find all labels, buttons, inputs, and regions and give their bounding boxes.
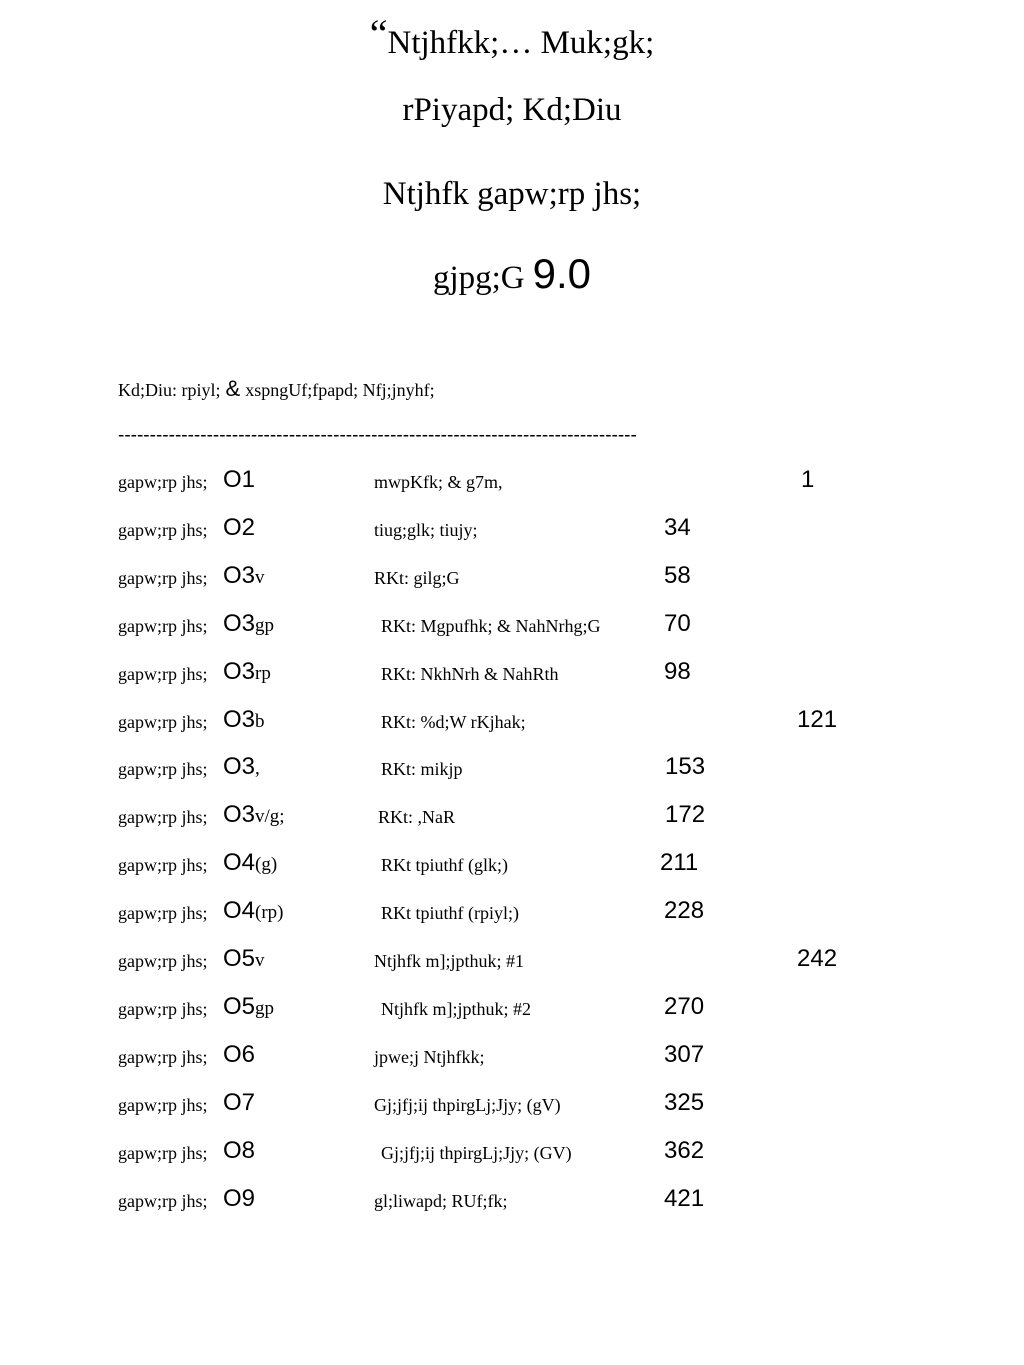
toc-number [223, 562, 265, 590]
title-text: Ntjhfkk;… Muk;gk; [387, 25, 655, 61]
toc-number-main: O3 [223, 801, 256, 829]
dashed-divider: ---------------------------------------------------------------------------------- [118, 425, 637, 446]
toc-row [0, 849, 1024, 889]
toc-page-number: 228 [664, 897, 705, 925]
toc-number [223, 1089, 255, 1117]
toc-page-number: 153 [665, 753, 706, 781]
toc-row [0, 514, 1024, 554]
version-label: gjpg;G [432, 260, 525, 296]
toc-number [223, 897, 284, 925]
toc-title: RKt: NkhNrh & NahRth [381, 663, 559, 684]
toc-page-number: 121 [797, 705, 838, 733]
toc-number-suffix: rp [255, 662, 271, 684]
toc-page-number: 1 [801, 466, 815, 493]
toc-title: RKt tpiuthf (glk;) [381, 855, 508, 876]
toc-title: RKt: Mgpufhk; & NahNrhg;G [381, 615, 601, 636]
toc-page-number: 172 [665, 801, 706, 829]
toc-number [223, 1137, 255, 1165]
open-quote-mark: “ [369, 11, 388, 56]
toc-row [0, 706, 1024, 746]
title-line-3: Ntjhfk gapw;rp jhs; [382, 176, 642, 212]
toc-title: RKt tpiuthf (rpiyl;) [381, 903, 519, 924]
toc-row [0, 753, 1024, 793]
toc-label: gapw;rp jhs; [118, 807, 208, 828]
toc-number-main: O3 [223, 657, 256, 685]
toc-page-number: 242 [797, 945, 838, 972]
title-line-2: rPiyapd; Kd;Diu [402, 92, 622, 128]
toc-number-suffix: (rp) [255, 902, 284, 924]
toc-label: gapw;rp jhs; [118, 1142, 208, 1163]
toc-page-number: 34 [664, 513, 691, 541]
toc-number-main: O3 [223, 705, 256, 733]
toc-label: gapw;rp jhs; [118, 567, 208, 588]
toc-row [0, 610, 1024, 650]
toc-title: Ntjhfk m];jpthuk; #1 [374, 951, 524, 971]
toc-number [223, 849, 277, 877]
toc-label: gapw;rp jhs; [118, 472, 208, 492]
author-line [118, 376, 435, 402]
toc-row [0, 945, 1024, 985]
toc-number-suffix: b [255, 710, 265, 732]
toc-title: tiug;glk; tiujy; [374, 519, 478, 540]
toc-label: gapw;rp jhs; [118, 663, 208, 684]
toc-row [0, 1137, 1024, 1177]
toc-number-main: O6 [223, 1040, 256, 1068]
toc-row [0, 1089, 1024, 1129]
toc-title: Ntjhfk m];jpthuk; #2 [381, 998, 531, 1019]
toc-label: gapw;rp jhs; [118, 711, 208, 732]
author-label: Kd;Diu: [118, 380, 178, 400]
toc-number-suffix: (g) [255, 854, 278, 876]
toc-label: gapw;rp jhs; [118, 998, 208, 1019]
toc-number [223, 993, 274, 1021]
toc-title: jpwe;j Ntjhfkk; [374, 1046, 485, 1067]
toc-page-number: 98 [664, 657, 691, 685]
toc-number-main: O3 [223, 753, 256, 781]
toc-title: Gj;jfj;ij thpirgLj;Jjy; (gV) [374, 1094, 561, 1115]
toc-number-main: O7 [223, 1088, 256, 1116]
version-line [0, 250, 1024, 298]
author-text-a: rpiyl; [181, 380, 221, 400]
toc-title: RKt: gilg;G [374, 567, 460, 588]
toc-row [0, 897, 1024, 937]
toc-number-suffix: gp [255, 997, 275, 1019]
toc-title: RKt: mikjp [381, 759, 463, 780]
toc-number-suffix: v [255, 950, 265, 971]
toc-label: gapw;rp jhs; [118, 1190, 208, 1211]
toc-number [223, 753, 260, 781]
toc-row [0, 801, 1024, 841]
toc-page-number: 58 [664, 561, 691, 589]
toc-label: gapw;rp jhs; [118, 615, 208, 636]
toc-page-number: 307 [664, 1040, 705, 1068]
toc-label: gapw;rp jhs; [118, 951, 208, 971]
toc-number-main: O9 [223, 1184, 256, 1212]
toc-label: gapw;rp jhs; [118, 1046, 208, 1067]
toc-number [223, 466, 255, 494]
toc-row [0, 562, 1024, 602]
toc-number-main: O4 [223, 897, 256, 925]
toc-page-number: 362 [664, 1136, 705, 1164]
toc-number-main: O5 [223, 945, 256, 972]
toc-number-suffix: v [255, 566, 265, 588]
toc-number [223, 1185, 255, 1213]
toc-number-main: O2 [223, 513, 256, 541]
toc-number-suffix: , [255, 758, 260, 780]
version-number: 9.0 [532, 250, 592, 297]
toc-number-main: O1 [223, 466, 256, 493]
toc-row [0, 658, 1024, 698]
toc-title: mwpKfk; & g7m, [374, 472, 503, 492]
toc-number-suffix: v/g; [255, 806, 285, 828]
toc-page-number: 325 [664, 1088, 705, 1116]
toc-page-number: 211 [660, 849, 699, 877]
toc-row [0, 1185, 1024, 1225]
toc-row [0, 993, 1024, 1033]
toc-page-number: 70 [664, 609, 691, 637]
title-line-1 [0, 10, 1024, 62]
toc-number [223, 1041, 255, 1069]
toc-label: gapw;rp jhs; [118, 759, 208, 780]
toc-label: gapw;rp jhs; [118, 855, 208, 876]
toc-row [0, 466, 1024, 506]
ampersand: & [225, 376, 241, 401]
toc-title: Gj;jfj;ij thpirgLj;Jjy; (GV) [381, 1142, 572, 1163]
toc-number [223, 514, 255, 542]
toc-number-main: O4 [223, 849, 256, 877]
toc-number-main: O8 [223, 1136, 256, 1164]
toc-title: RKt: %d;W rKjhak; [381, 711, 526, 732]
toc-number [223, 801, 285, 829]
author-text-b: xspngUf;fpapd; Nfj;jnyhf; [245, 380, 435, 400]
toc-label: gapw;rp jhs; [118, 519, 208, 540]
toc-label: gapw;rp jhs; [118, 903, 208, 924]
toc-number [223, 610, 274, 638]
toc-page-number: 270 [664, 992, 705, 1020]
toc-number [223, 945, 265, 973]
toc-number-main: O5 [223, 992, 256, 1020]
toc-number-suffix: gp [255, 614, 275, 636]
toc-number [223, 658, 271, 686]
toc-row [0, 1041, 1024, 1081]
toc-title: RKt: ,NaR [378, 807, 456, 828]
toc-number [223, 706, 265, 734]
toc-title: gl;liwapd; RUf;fk; [374, 1190, 508, 1211]
toc-number-main: O3 [223, 609, 256, 637]
toc-number-main: O3 [223, 561, 256, 589]
toc-label: gapw;rp jhs; [118, 1094, 208, 1115]
toc-page-number: 421 [664, 1184, 705, 1212]
